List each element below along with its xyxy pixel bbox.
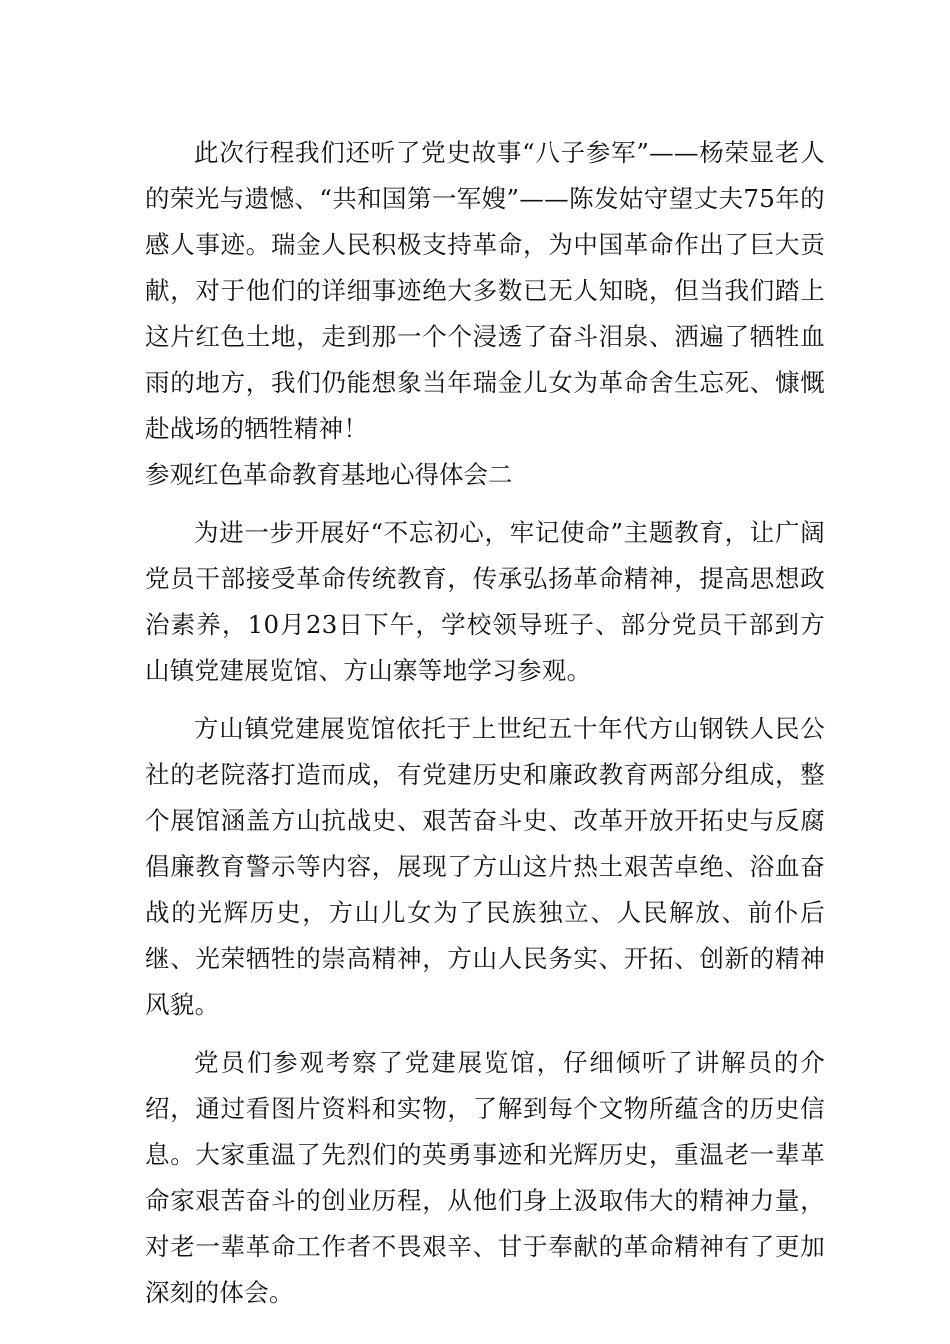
paragraph-visit: 党员们参观考察了党建展览馆，仔细倾听了讲解员的介绍，通过看图片资料和实物，了解到每个文物所蕴含的历史信息。大家重温了先烈们的英勇事迹和光辉历史，重温老一辈革命家艰苦奋斗的创业历程，从他们身上汲取伟大的精神力量，对老一辈革命工作者不畏艰辛、甘于奉献的革命精神有了更加深刻的体会。 <box>145 1048 825 1307</box>
section-heading: 参观红色革命教育基地心得体会二 <box>145 460 513 489</box>
paragraph-intro: 为进一步开展好“不忘初心，牢记使命”主题教育，让广阔党员干部接受革命传统教育，传承弘扬革命精神，提高思想政治素养，10月23日下午，学校领导班子、部分党员干部到方山镇党建展览馆、方山寨等地学习参观。 <box>145 518 825 685</box>
document-body <box>145 130 825 1316</box>
paragraph-exhibition: 方山镇党建展览馆依托于上世纪五十年代方山钢铁人民公社的老院落打造而成，有党建历史和廉政教育两部分组成，整个展馆涵盖方山抗战史、艰苦奋斗史、改革开放开拓史与反腐倡廉教育警示等内容，展现了方山这片热土艰苦卓绝、浴血奋战的光辉历史，方山儿女为了民族独立、人民解放、前仆后继、光荣牺牲的崇高精神，方山人民务实、开拓、创新的精神风貌。 <box>145 714 825 1019</box>
paragraph-story: 此次行程我们还听了党史故事“八子参军”——杨荣显老人的荣光与遗憾、“共和国第一军嫂”——陈发姑守望丈夫75年的感人事迹。瑞金人民积极支持革命，为中国革命作出了巨大贡献，对于他们的详细事迹绝大多数已无人知晓，但当我们踏上这片红色土地，走到那一个个浸透了奋斗泪泉、洒遍了牺牲血雨的地方，我们仍能想象当年瑞金儿女为革命舍生忘死、慷慨赴战场的牺牲精神！ <box>145 138 825 443</box>
